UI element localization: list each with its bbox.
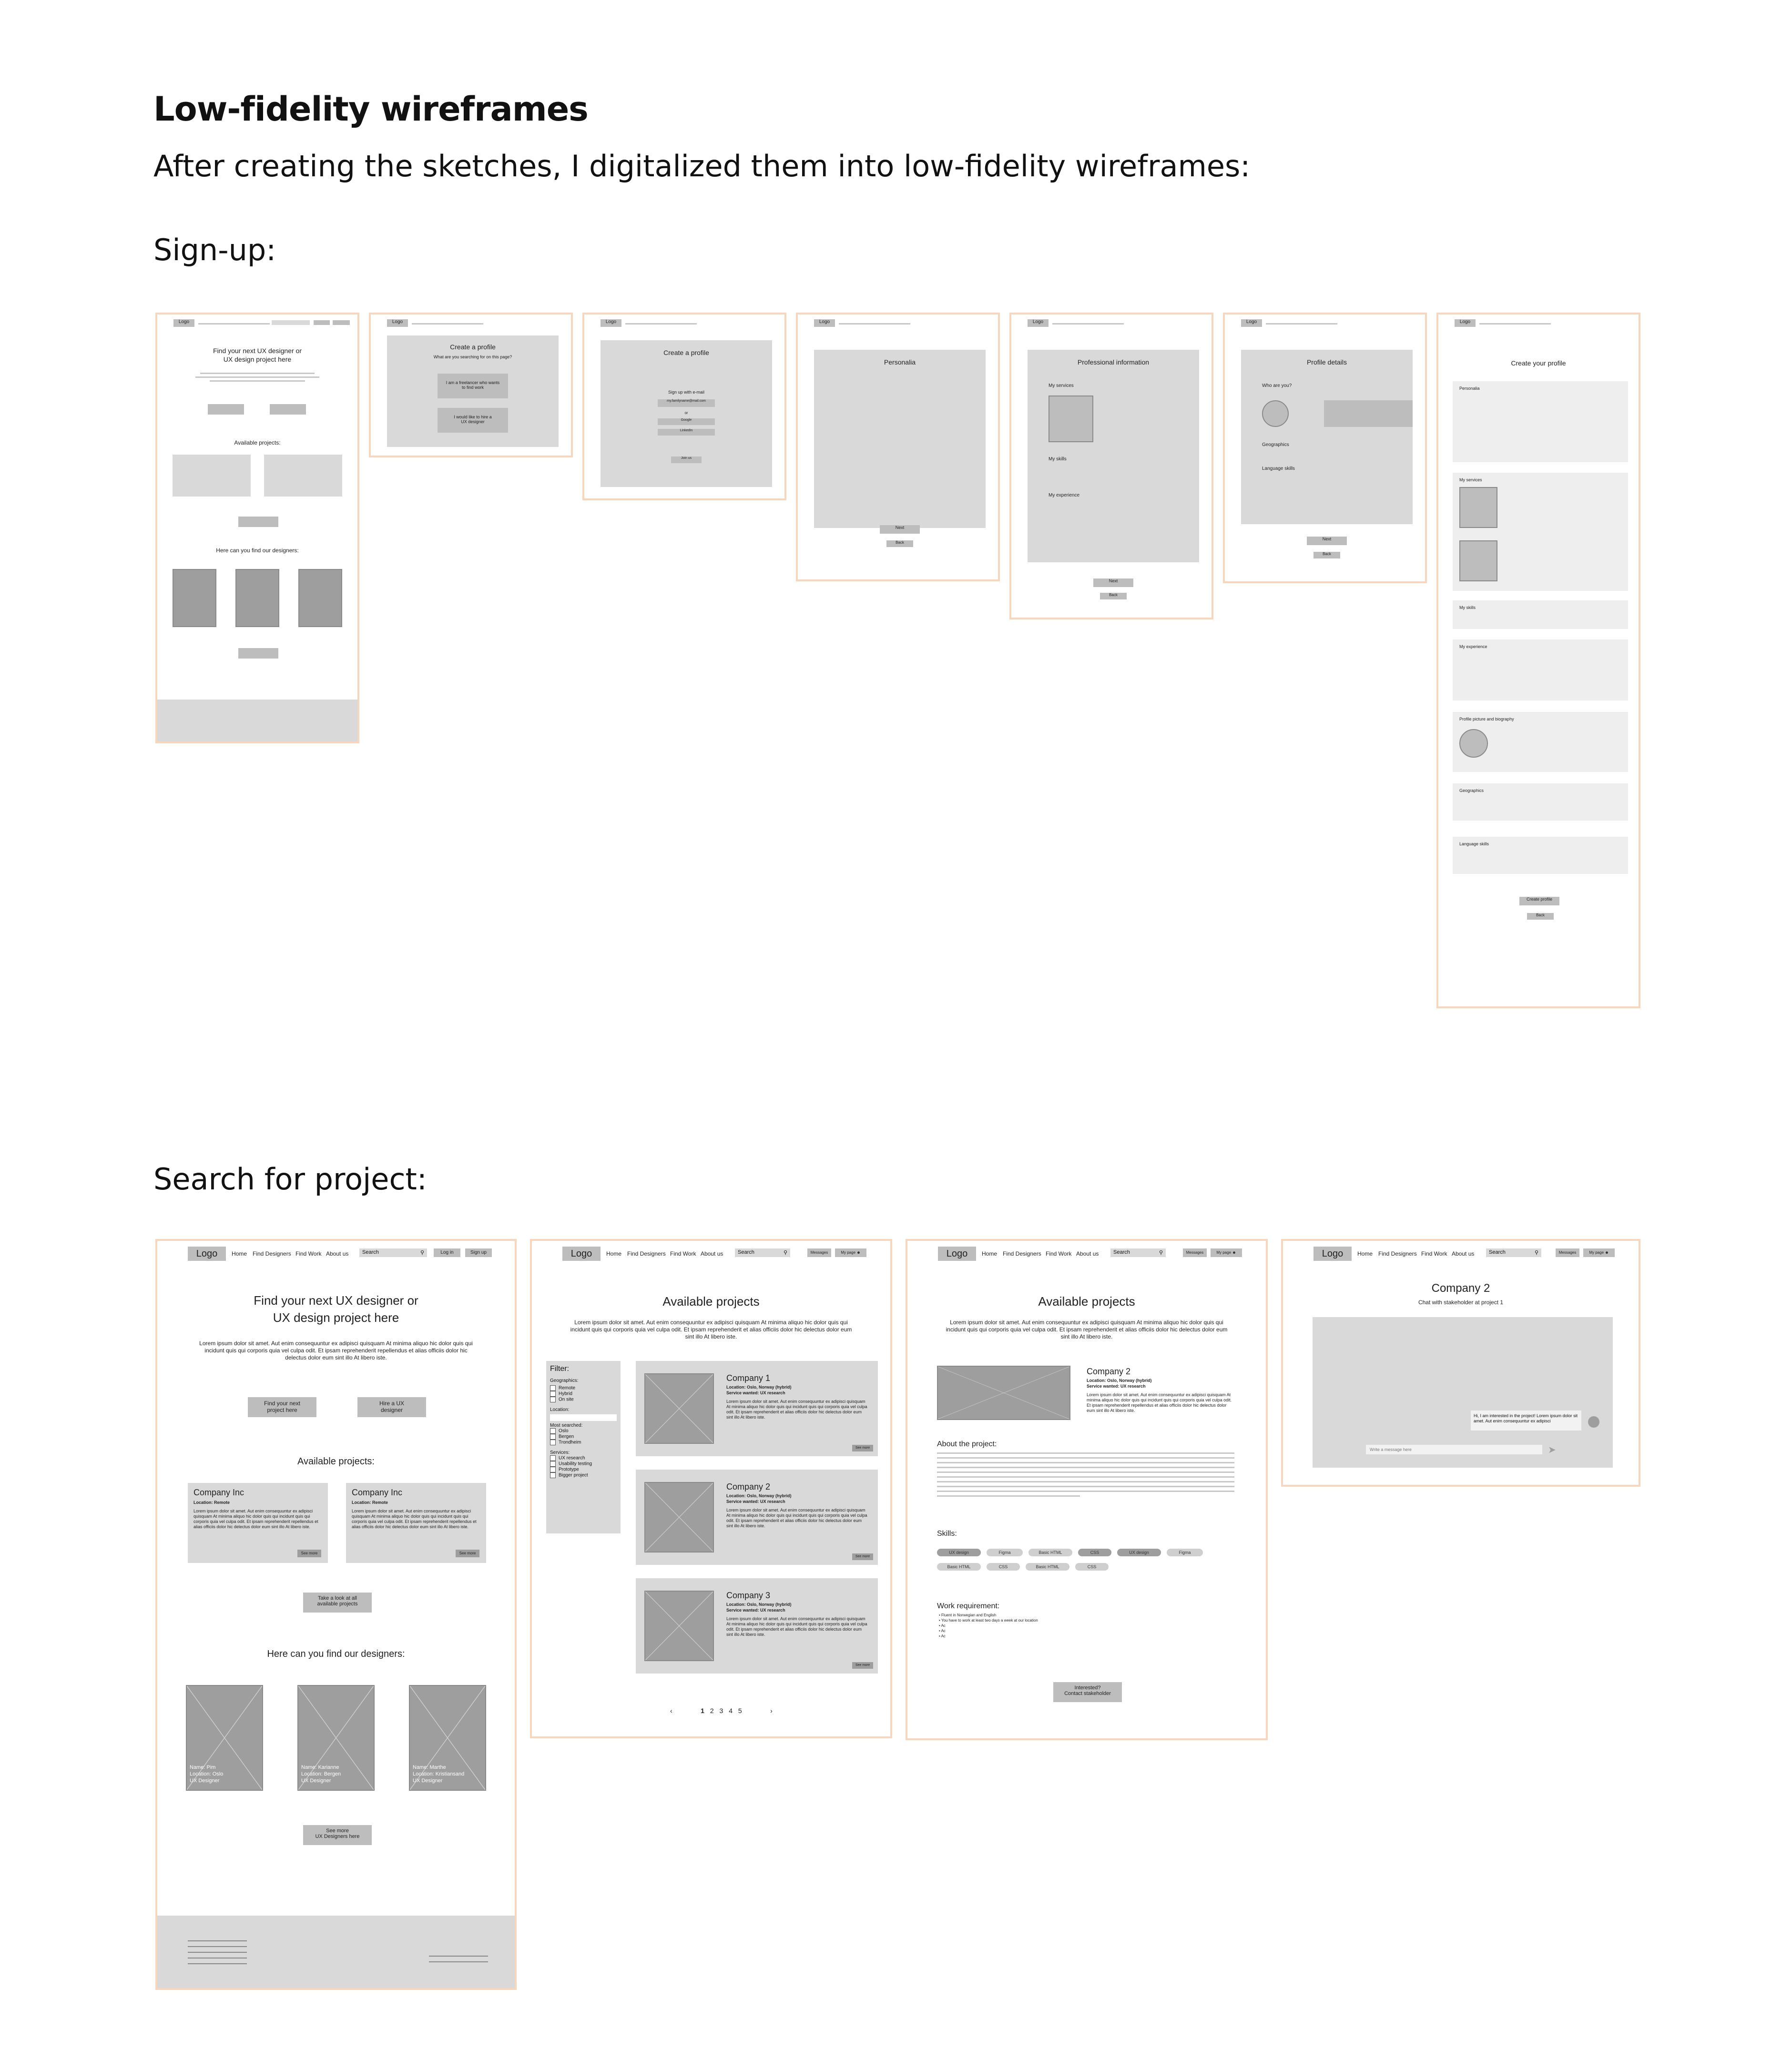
panel-title: Professional information bbox=[1077, 358, 1150, 366]
card-company: Company Inc bbox=[193, 1488, 244, 1497]
section-label: Language skills bbox=[1459, 842, 1489, 846]
option-label: Remote bbox=[559, 1385, 576, 1391]
search-input[interactable] bbox=[1110, 1248, 1166, 1257]
filter-option[interactable] bbox=[550, 1434, 617, 1440]
services-label: My services bbox=[1049, 383, 1074, 388]
freelancer-option[interactable] bbox=[438, 374, 508, 398]
messages-button[interactable]: Messages bbox=[1556, 1248, 1579, 1257]
logo: Logo bbox=[173, 319, 194, 327]
designer-location: Location: Kristiansand bbox=[413, 1771, 465, 1777]
logo: Logo bbox=[601, 319, 621, 327]
page-link[interactable]: 1 bbox=[701, 1707, 704, 1715]
detail-location: Location: Oslo, Norway (hybrid) bbox=[1087, 1378, 1152, 1383]
designer-role: UX Designer bbox=[190, 1778, 220, 1784]
detail-service: Service wanted: UX research bbox=[1087, 1384, 1146, 1389]
email-field[interactable]: my.familyname@mail.com bbox=[658, 399, 715, 407]
option-label: to find work bbox=[461, 385, 484, 390]
detail-company: Company 2 bbox=[1087, 1367, 1131, 1376]
page-title: Available projects bbox=[1038, 1294, 1135, 1309]
item-company: Company 1 bbox=[726, 1373, 771, 1383]
search-placeholder: Search bbox=[738, 1249, 754, 1255]
logo[interactable]: Logo bbox=[938, 1247, 976, 1261]
hero-title-2: UX design project here bbox=[273, 1310, 399, 1325]
page-heading: Low-fidelity wireframes bbox=[153, 90, 588, 129]
signup-button[interactable]: Sign up bbox=[465, 1248, 492, 1257]
form-panel bbox=[1241, 350, 1413, 524]
designer-image-placeholder bbox=[235, 569, 279, 627]
search-icon: ⚲ bbox=[420, 1250, 424, 1256]
checkbox[interactable] bbox=[550, 1461, 556, 1467]
intro-text: After creating the sketches, I digitalized them into low-fidelity wireframes: bbox=[153, 149, 1251, 183]
hire-designer-button[interactable] bbox=[357, 1397, 426, 1417]
option-label: Bigger project bbox=[559, 1472, 588, 1478]
item-company: Company 2 bbox=[726, 1482, 771, 1492]
signup-email-label: Sign up with e-mail bbox=[668, 390, 705, 395]
search-input[interactable] bbox=[1486, 1248, 1541, 1257]
designer-info bbox=[190, 1764, 223, 1784]
button-label: Contact stakeholder bbox=[1064, 1691, 1111, 1696]
project-image bbox=[937, 1366, 1070, 1420]
requirement-item: Fluent in Norwegian and English bbox=[941, 1613, 997, 1617]
wireframe-create-profile-choice bbox=[369, 313, 573, 457]
service-image-placeholder bbox=[1459, 487, 1497, 528]
filter-option[interactable] bbox=[550, 1472, 617, 1478]
skill-tag: UX design bbox=[1117, 1549, 1161, 1556]
checkbox[interactable] bbox=[550, 1385, 556, 1391]
back-button[interactable]: Back bbox=[1527, 913, 1554, 920]
geographics-section bbox=[1453, 783, 1628, 821]
checkbox[interactable] bbox=[550, 1397, 556, 1402]
item-description: Lorem ipsum dolor sit amet. Aut enim consequuntur ex adipisci quisquam At minima aliquo hic dolor quis qui incidunt quis qui corporis quia vel culpa odit. Et ipsam reprehenderit et alias officiis dolor hic delectus dolor eum sint illo At libero iste. bbox=[726, 1399, 867, 1420]
form-panel bbox=[1028, 350, 1199, 562]
find-project-button[interactable] bbox=[208, 404, 244, 415]
message-input[interactable]: Write a message here bbox=[1366, 1445, 1542, 1454]
filter-location-title: Location: bbox=[550, 1407, 570, 1412]
option-label: UX designer bbox=[461, 419, 485, 424]
logo: Logo bbox=[1241, 319, 1262, 327]
contact-stakeholder-button[interactable] bbox=[1053, 1682, 1122, 1702]
about-title: About the project: bbox=[937, 1440, 997, 1448]
button-label: See more bbox=[326, 1828, 349, 1834]
logo: Logo bbox=[814, 319, 835, 327]
chat-message: Hi, I am interested in the project! Lorem ipsum dolor sit amet. Aut enim consequuntur ex adipisci bbox=[1471, 1410, 1581, 1431]
button-label: available projects bbox=[317, 1601, 358, 1607]
nav-about[interactable]: About us bbox=[701, 1250, 723, 1257]
designer-info bbox=[413, 1764, 464, 1784]
item-service: Service wanted: UX research bbox=[726, 1390, 785, 1395]
project-card[interactable] bbox=[188, 1483, 328, 1563]
skills-label: My skills bbox=[1049, 457, 1067, 462]
button-label: Take a look at all bbox=[318, 1595, 357, 1601]
skill-tag: CSS bbox=[1075, 1563, 1109, 1571]
next-button[interactable]: Next bbox=[880, 525, 920, 534]
section-label: My experience bbox=[1459, 644, 1487, 649]
designers-title: Here can you find our designers: bbox=[267, 1649, 405, 1659]
nav-find-designers[interactable]: Find Designers bbox=[1003, 1250, 1041, 1257]
project-image bbox=[644, 1373, 714, 1444]
designer-role: UX Designer bbox=[301, 1778, 331, 1784]
wireframe-home bbox=[155, 1239, 517, 1990]
back-button[interactable]: Back bbox=[1313, 552, 1340, 558]
option-label: On site bbox=[559, 1397, 574, 1402]
item-company: Company 3 bbox=[726, 1591, 771, 1600]
checkbox[interactable] bbox=[550, 1391, 556, 1397]
checkbox[interactable] bbox=[550, 1428, 556, 1434]
filter-option[interactable] bbox=[550, 1385, 617, 1391]
avatar-upload[interactable] bbox=[1262, 400, 1289, 427]
option-label: Hybrid bbox=[559, 1391, 572, 1397]
nav-find-designers[interactable]: Find Designers bbox=[253, 1250, 291, 1257]
create-profile-button[interactable]: Create profile bbox=[1519, 897, 1559, 905]
skills-title: Skills: bbox=[937, 1530, 957, 1538]
nav-about[interactable]: About us bbox=[1452, 1250, 1475, 1257]
page-description: Lorem ipsum dolor sit amet. Aut enim consequuntur ex adipisci quisquam At minima aliquo hic dolor quis qui incidunt quis qui corporis quia vel culpa odit. Et ipsam reprehenderit et alias officiis dolor hic delectus dolor eum sint illo At libero iste. bbox=[946, 1319, 1228, 1340]
filter-option[interactable] bbox=[550, 1391, 617, 1397]
search-icon: ⚲ bbox=[783, 1250, 787, 1256]
filter-title: Filter: bbox=[550, 1365, 569, 1373]
project-card[interactable] bbox=[346, 1483, 486, 1563]
project-list-item[interactable] bbox=[636, 1578, 878, 1674]
messages-button[interactable]: Messages bbox=[807, 1248, 831, 1257]
image-placeholder-icon bbox=[645, 1374, 713, 1443]
hero-description: Lorem ipsum dolor sit amet. Aut enim consequuntur ex adipisci quisquam At minima aliquo hic dolor quis qui incidunt quis qui corporis quia vel culpa odit. Et ipsam reprehenderit repellendus et alias officiis dolor hic delectus dolor eum sint illo At libero iste. bbox=[199, 1340, 473, 1361]
nav-find-work[interactable]: Find Work bbox=[1046, 1250, 1072, 1257]
button-label: UX Designers here bbox=[315, 1834, 360, 1839]
form-panel bbox=[814, 350, 986, 528]
wireframe-signup-home bbox=[155, 313, 359, 743]
image-placeholder-icon bbox=[645, 1592, 713, 1660]
card-location: Location: Remote bbox=[352, 1500, 388, 1505]
item-description: Lorem ipsum dolor sit amet. Aut enim consequuntur ex adipisci quisquam At minima aliquo hic dolor quis qui incidunt quis qui corporis quia vel culpa odit. Et ipsam reprehenderit et alias officiis dolor hic delectus dolor eum sint illo At libero iste. bbox=[726, 1508, 867, 1528]
who-label: Who are you? bbox=[1262, 383, 1292, 388]
back-button[interactable]: Back bbox=[1100, 593, 1127, 599]
see-more-button[interactable]: See more bbox=[852, 1445, 873, 1451]
geo-label: Geographics bbox=[1262, 442, 1289, 447]
hero-title-2: UX design project here bbox=[223, 355, 292, 363]
wireframe-professional-info bbox=[1009, 313, 1213, 619]
work-requirements-list: • Fluent in Norwegian and English • You have to work at least two days a week at our location • Ac • Ac • Ac bbox=[939, 1613, 1038, 1638]
search-input[interactable] bbox=[735, 1248, 790, 1257]
button-label: Interested? bbox=[1074, 1685, 1101, 1691]
bio-field[interactable] bbox=[1324, 400, 1413, 427]
button-label: Hire a UX bbox=[379, 1400, 404, 1407]
filter-services-title: Services: bbox=[550, 1450, 570, 1455]
join-button[interactable]: Join us bbox=[671, 457, 702, 463]
project-list-item[interactable] bbox=[636, 1361, 878, 1456]
logo: Logo bbox=[387, 319, 408, 327]
option-label: UX research bbox=[559, 1455, 585, 1461]
panel-title: Personalia bbox=[884, 358, 916, 366]
wireframe-create-your-profile bbox=[1436, 313, 1640, 1008]
signup-panel bbox=[387, 335, 559, 447]
item-location: Location: Oslo, Norway (hybrid) bbox=[726, 1602, 792, 1607]
picture-bio-section bbox=[1453, 712, 1628, 772]
designer-info bbox=[301, 1764, 341, 1784]
nav-home[interactable]: Home bbox=[232, 1250, 247, 1257]
designer-image-placeholder bbox=[173, 569, 216, 627]
page-link[interactable]: 4 bbox=[729, 1707, 733, 1715]
button-label: Find your next bbox=[264, 1400, 301, 1407]
project-list-item[interactable] bbox=[636, 1470, 878, 1565]
skill-tag: UX design bbox=[937, 1549, 981, 1556]
signup-panel bbox=[601, 340, 772, 487]
skill-tag: CSS bbox=[1078, 1549, 1111, 1556]
option-label: Oslo bbox=[559, 1428, 569, 1434]
most-searched-label: Most searched: bbox=[550, 1423, 583, 1428]
filter-option[interactable] bbox=[550, 1461, 617, 1467]
search-placeholder: Search bbox=[362, 1249, 379, 1255]
work-title: Work requirement: bbox=[937, 1602, 1000, 1610]
user-icon: ☻ bbox=[856, 1250, 861, 1255]
image-placeholder-icon bbox=[938, 1367, 1069, 1419]
nav-find-work[interactable]: Find Work bbox=[670, 1250, 696, 1257]
checkbox[interactable] bbox=[550, 1434, 556, 1440]
button-label: My page bbox=[841, 1250, 856, 1255]
designer-name: Name: Marthe bbox=[413, 1765, 446, 1770]
section-search-title: Search for project: bbox=[153, 1162, 427, 1197]
requirement-item: Ac bbox=[941, 1634, 946, 1638]
skill-tag: Basic HTML bbox=[937, 1563, 981, 1571]
chevron-left-icon[interactable]: ‹ bbox=[670, 1707, 672, 1715]
see-more-button[interactable]: See more bbox=[852, 1662, 873, 1669]
footer bbox=[157, 1916, 515, 1990]
nav-about[interactable]: About us bbox=[1076, 1250, 1099, 1257]
page-link[interactable]: 3 bbox=[719, 1707, 723, 1715]
filter-option[interactable] bbox=[550, 1440, 617, 1445]
view-all-projects-button[interactable] bbox=[238, 517, 278, 527]
next-button[interactable]: Next bbox=[1093, 578, 1133, 587]
card-company: Company Inc bbox=[352, 1488, 403, 1497]
designer-image-placeholder bbox=[298, 569, 342, 627]
card-description: Lorem ipsum dolor sit amet. Aut enim consequuntur ex adipisci quisquam At minima aliquo hic dolor quis qui incidunt quis qui corporis quia vel culpa odit. Et ipsam reprehenderit repellendus et alias officiis dolor hic delectus dolor eum sint illo At libero iste. bbox=[193, 1509, 318, 1529]
page-link[interactable]: 5 bbox=[738, 1707, 742, 1715]
avatar bbox=[1588, 1416, 1599, 1428]
designer-location: Location: Bergen bbox=[301, 1771, 341, 1777]
hero-title-1: Find your next UX designer or bbox=[254, 1293, 418, 1308]
image-placeholder-icon bbox=[645, 1483, 713, 1552]
requirement-item: Ac bbox=[941, 1629, 946, 1633]
filter-option[interactable] bbox=[550, 1467, 617, 1472]
option-label: Prototype bbox=[559, 1467, 579, 1472]
services-section bbox=[1453, 473, 1628, 591]
requirement-item: You have to work at least two days a week at our location bbox=[941, 1618, 1038, 1623]
experience-section bbox=[1453, 639, 1628, 700]
button-label: designer bbox=[380, 1407, 403, 1413]
wireframe-project-detail bbox=[906, 1239, 1268, 1740]
search-placeholder: Search bbox=[1489, 1249, 1506, 1255]
wireframe-profile-details bbox=[1223, 313, 1427, 583]
search-input[interactable] bbox=[359, 1248, 427, 1257]
option-label: Bergen bbox=[559, 1434, 574, 1440]
designer-role: UX Designer bbox=[413, 1778, 443, 1784]
nav-home[interactable]: Home bbox=[606, 1250, 622, 1257]
option-label: I am a freelancer who wants bbox=[446, 380, 500, 385]
skill-tag: Basic HTML bbox=[1026, 1563, 1069, 1571]
next-button[interactable]: Next bbox=[1307, 537, 1347, 545]
login-button[interactable]: Log in bbox=[434, 1248, 460, 1257]
my-page-button[interactable] bbox=[1583, 1248, 1615, 1257]
see-more-designers-button[interactable] bbox=[238, 648, 278, 659]
skill-tag: Figma bbox=[987, 1549, 1023, 1556]
option-label: Usability testing bbox=[559, 1461, 592, 1467]
project-image bbox=[644, 1591, 714, 1661]
item-location: Location: Oslo, Norway (hybrid) bbox=[726, 1493, 792, 1498]
messages-button[interactable]: Messages bbox=[1183, 1248, 1207, 1257]
logo: Logo bbox=[1028, 319, 1049, 327]
wireframe-create-profile-signup bbox=[582, 313, 786, 500]
search-icon: ⚲ bbox=[1534, 1250, 1538, 1256]
button-label: My page bbox=[1589, 1250, 1604, 1255]
nav-home[interactable]: Home bbox=[982, 1250, 998, 1257]
view-all-projects-button[interactable] bbox=[303, 1593, 372, 1613]
personalia-section bbox=[1453, 381, 1628, 462]
skills-section bbox=[1453, 600, 1628, 629]
project-image bbox=[644, 1482, 714, 1552]
back-button[interactable]: Back bbox=[886, 540, 913, 547]
hire-designer-button[interactable] bbox=[270, 404, 306, 415]
section-label: Personalia bbox=[1459, 386, 1480, 391]
designer-location: Location: Oslo bbox=[190, 1771, 224, 1777]
filter-geo-title: Geographics: bbox=[550, 1378, 579, 1383]
panel-title: Profile details bbox=[1306, 358, 1347, 366]
option-label: Trondheim bbox=[559, 1440, 581, 1445]
page-title: Available projects bbox=[662, 1294, 760, 1309]
hire-option[interactable] bbox=[438, 408, 508, 433]
footer bbox=[157, 700, 357, 743]
see-more-button[interactable]: See more bbox=[297, 1550, 321, 1557]
item-location: Location: Oslo, Norway (hybrid) bbox=[726, 1385, 792, 1390]
checkbox[interactable] bbox=[550, 1472, 556, 1478]
linkedin-button[interactable]: LinkedIn bbox=[658, 429, 715, 436]
language-section bbox=[1453, 837, 1628, 874]
or-label: or bbox=[684, 411, 688, 415]
search-icon: ⚲ bbox=[1159, 1250, 1163, 1256]
skill-tag: CSS bbox=[987, 1563, 1020, 1571]
chevron-right-icon[interactable]: › bbox=[770, 1707, 773, 1715]
see-more-button[interactable]: See more bbox=[456, 1550, 479, 1557]
nav-find-designers[interactable]: Find Designers bbox=[1378, 1250, 1417, 1257]
nav-find-designers[interactable]: Find Designers bbox=[627, 1250, 666, 1257]
section-label: Geographics bbox=[1459, 788, 1484, 793]
chat-company: Company 2 bbox=[1431, 1282, 1490, 1295]
checkbox[interactable] bbox=[550, 1455, 556, 1461]
google-button[interactable]: Google bbox=[658, 418, 715, 425]
see-more-designers-button[interactable] bbox=[303, 1825, 372, 1845]
avatar-placeholder bbox=[1459, 729, 1488, 758]
button-label: project here bbox=[267, 1407, 297, 1413]
experience-label: My experience bbox=[1049, 493, 1080, 498]
user-icon: ☻ bbox=[1605, 1250, 1609, 1255]
filter-option[interactable] bbox=[550, 1455, 617, 1461]
my-page-button[interactable] bbox=[1211, 1248, 1242, 1257]
checkbox[interactable] bbox=[550, 1467, 556, 1472]
logo: Logo bbox=[1455, 319, 1476, 327]
checkbox[interactable] bbox=[550, 1440, 556, 1445]
nav-home[interactable]: Home bbox=[1357, 1250, 1373, 1257]
language-label: Language skills bbox=[1262, 466, 1295, 471]
see-more-button[interactable]: See more bbox=[852, 1553, 873, 1560]
item-service: Service wanted: UX research bbox=[726, 1608, 785, 1613]
designer-name: Name: Karianne bbox=[301, 1765, 339, 1770]
image-upload-placeholder[interactable] bbox=[1049, 396, 1093, 442]
item-description: Lorem ipsum dolor sit amet. Aut enim consequuntur ex adipisci quisquam At minima aliquo hic dolor quis qui incidunt quis qui corporis quia vel culpa odit. Et ipsam reprehenderit et alias officiis dolor hic delectus dolor eum sint illo At libero iste. bbox=[726, 1616, 867, 1637]
section-label: Profile picture and biography bbox=[1459, 717, 1514, 721]
project-card[interactable] bbox=[264, 455, 342, 497]
logo[interactable]: Logo bbox=[1313, 1247, 1352, 1261]
pagination bbox=[670, 1707, 773, 1715]
user-icon: ☻ bbox=[1232, 1250, 1236, 1255]
my-page-button[interactable] bbox=[835, 1248, 866, 1257]
section-label: My skills bbox=[1459, 605, 1476, 610]
project-card[interactable] bbox=[173, 455, 251, 497]
available-projects-title: Available projects: bbox=[234, 439, 281, 446]
filter-option[interactable] bbox=[550, 1397, 617, 1402]
wireframe-personalia bbox=[796, 313, 1000, 581]
wireframe-chat bbox=[1281, 1239, 1640, 1487]
panel-title: Create a profile bbox=[663, 349, 709, 356]
designers-title: Here can you find our designers: bbox=[216, 547, 299, 554]
nav-find-work[interactable]: Find Work bbox=[1421, 1250, 1447, 1257]
skill-tag: Figma bbox=[1167, 1549, 1203, 1556]
card-description: Lorem ipsum dolor sit amet. Aut enim consequuntur ex adipisci quisquam At minima aliquo hic dolor quis qui incidunt quis qui corporis quia vel culpa odit. Et ipsam reprehenderit repellendus et alias officiis dolor hic delectus dolor eum sint illo At libero iste. bbox=[352, 1509, 477, 1529]
search-placeholder: Search bbox=[1113, 1249, 1130, 1255]
logo[interactable]: Logo bbox=[188, 1247, 226, 1261]
panel-title: Create a profile bbox=[450, 343, 496, 351]
chat-subtitle: Chat with stakeholder at project 1 bbox=[1418, 1299, 1504, 1306]
section-signup-title: Sign-up: bbox=[153, 233, 276, 267]
page-title: Create your profile bbox=[1511, 359, 1566, 367]
section-label: My services bbox=[1459, 477, 1482, 482]
detail-summary: Lorem ipsum dolor sit amet. Aut enim consequuntur ex adipisci quisquam At minima aliquo hic dolor quis qui incidunt quis qui corporis quia vel culpa odit. Et ipsam reprehenderit repellendus et alias officiis dolor hic delectus dolor eum sint illo At libero iste. bbox=[1087, 1392, 1232, 1413]
send-icon[interactable]: ➤ bbox=[1548, 1445, 1556, 1455]
service-image-placeholder bbox=[1459, 540, 1497, 581]
page-description: Lorem ipsum dolor sit amet. Aut enim consequuntur ex adipisci quisquam At minima aliquo hic dolor quis qui incidunt quis qui corporis quia vel culpa odit. Et ipsam reprehenderit et alias officiis dolor hic delectus dolor eum sint illo At libero iste. bbox=[570, 1319, 852, 1340]
panel-question: What are you searching for on this page? bbox=[433, 355, 512, 359]
skill-tag: Basic HTML bbox=[1028, 1549, 1072, 1556]
item-service: Service wanted: UX research bbox=[726, 1499, 785, 1504]
filter-panel bbox=[546, 1361, 621, 1533]
chat-window bbox=[1313, 1317, 1613, 1468]
button-label: My page bbox=[1216, 1250, 1232, 1255]
filter-option[interactable] bbox=[550, 1428, 617, 1434]
card-location: Location: Remote bbox=[193, 1500, 230, 1505]
wireframe-projects-list bbox=[530, 1239, 892, 1738]
nav-find-work[interactable]: Find Work bbox=[295, 1250, 322, 1257]
page-link[interactable]: 2 bbox=[710, 1707, 714, 1715]
logo[interactable]: Logo bbox=[562, 1247, 601, 1261]
hero-title-1: Find your next UX designer or bbox=[213, 347, 302, 355]
designer-name: Name: Pim bbox=[190, 1765, 216, 1770]
option-label: I would like to hire a bbox=[454, 415, 492, 419]
nav-about[interactable]: About us bbox=[326, 1250, 349, 1257]
location-search-input[interactable] bbox=[550, 1414, 617, 1421]
requirement-item: Ac bbox=[941, 1624, 946, 1628]
available-projects-title: Available projects: bbox=[297, 1456, 375, 1467]
find-project-button[interactable] bbox=[248, 1397, 316, 1417]
